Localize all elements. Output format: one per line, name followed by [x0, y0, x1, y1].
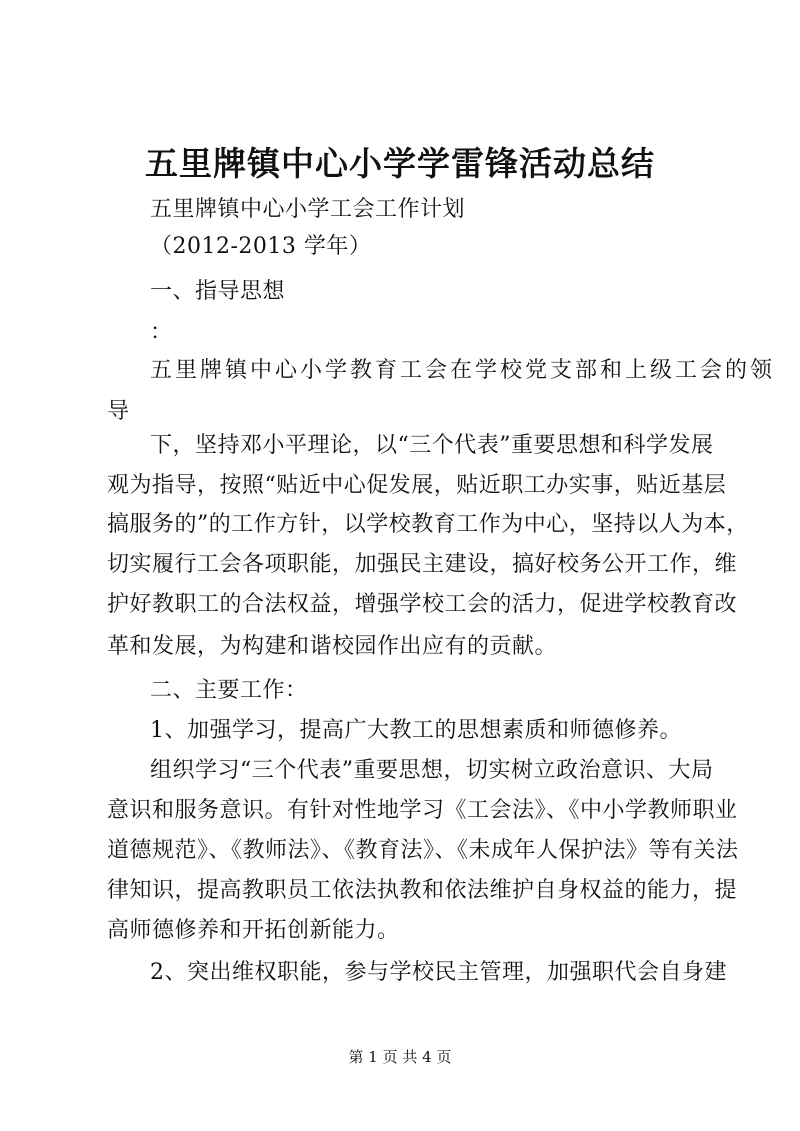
paragraph-line: 下，坚持邓小平理论，以“三个代表”重要思想和科学发展	[150, 433, 714, 458]
paragraph-line: 革和发展，为构建和谐校园作出应有的贡献。	[107, 634, 558, 659]
paragraph-line: 组织学习“三个代表”重要思想，切实树立政治意识、大局	[150, 758, 714, 783]
paragraph-line: 搞服务的”的工作方针，以学校教育工作为中心，坚持以人为本，	[107, 512, 749, 537]
school-year: （2012-2013 学年）	[150, 234, 372, 259]
work-item-2: 2、突出维权职能，参与学校民主管理，加强职代会自身建	[150, 960, 727, 985]
colon-line: ：	[150, 320, 173, 345]
paragraph-line: 意识和服务意识。有针对性地学习《工会法》、《中小学教师职业	[107, 798, 738, 823]
section-heading-main-work: 二、主要工作：	[150, 678, 308, 703]
section-heading-guiding-ideology: 一、指导思想	[150, 279, 286, 304]
paragraph-line: 观为指导，按照“贴近中心促发展，贴近职工办实事，贴近基层	[107, 473, 727, 498]
subtitle: 五里牌镇中心小学工会工作计划	[150, 197, 466, 222]
paragraph-line: 导	[107, 399, 130, 424]
paragraph-line: 切实履行工会各项职能，加强民主建设，搞好校务公开工作，维	[107, 552, 738, 577]
paragraph-line: 五里牌镇中心小学教育工会在学校党支部和上级工会的领	[150, 358, 776, 383]
paragraph-line: 道德规范》、《教师法》、《教育法》、《未成年人保护法》等有关法	[107, 838, 739, 863]
page-number-footer: 第 1 页 共 4 页	[348, 1048, 452, 1066]
work-item-1: 1、加强学习，提高广大教工的思想素质和师德修养。	[150, 718, 682, 743]
paragraph-line: 护好教职工的合法权益，增强学校工会的活力，促进学校教育改	[107, 592, 738, 617]
paragraph-line: 高师德修养和开拓创新能力。	[107, 918, 400, 943]
paragraph-line: 律知识，提高教职员工依法执教和依法维护自身权益的能力，提	[107, 878, 738, 903]
document-title: 五里牌镇中心小学学雷锋活动总结	[145, 144, 655, 183]
